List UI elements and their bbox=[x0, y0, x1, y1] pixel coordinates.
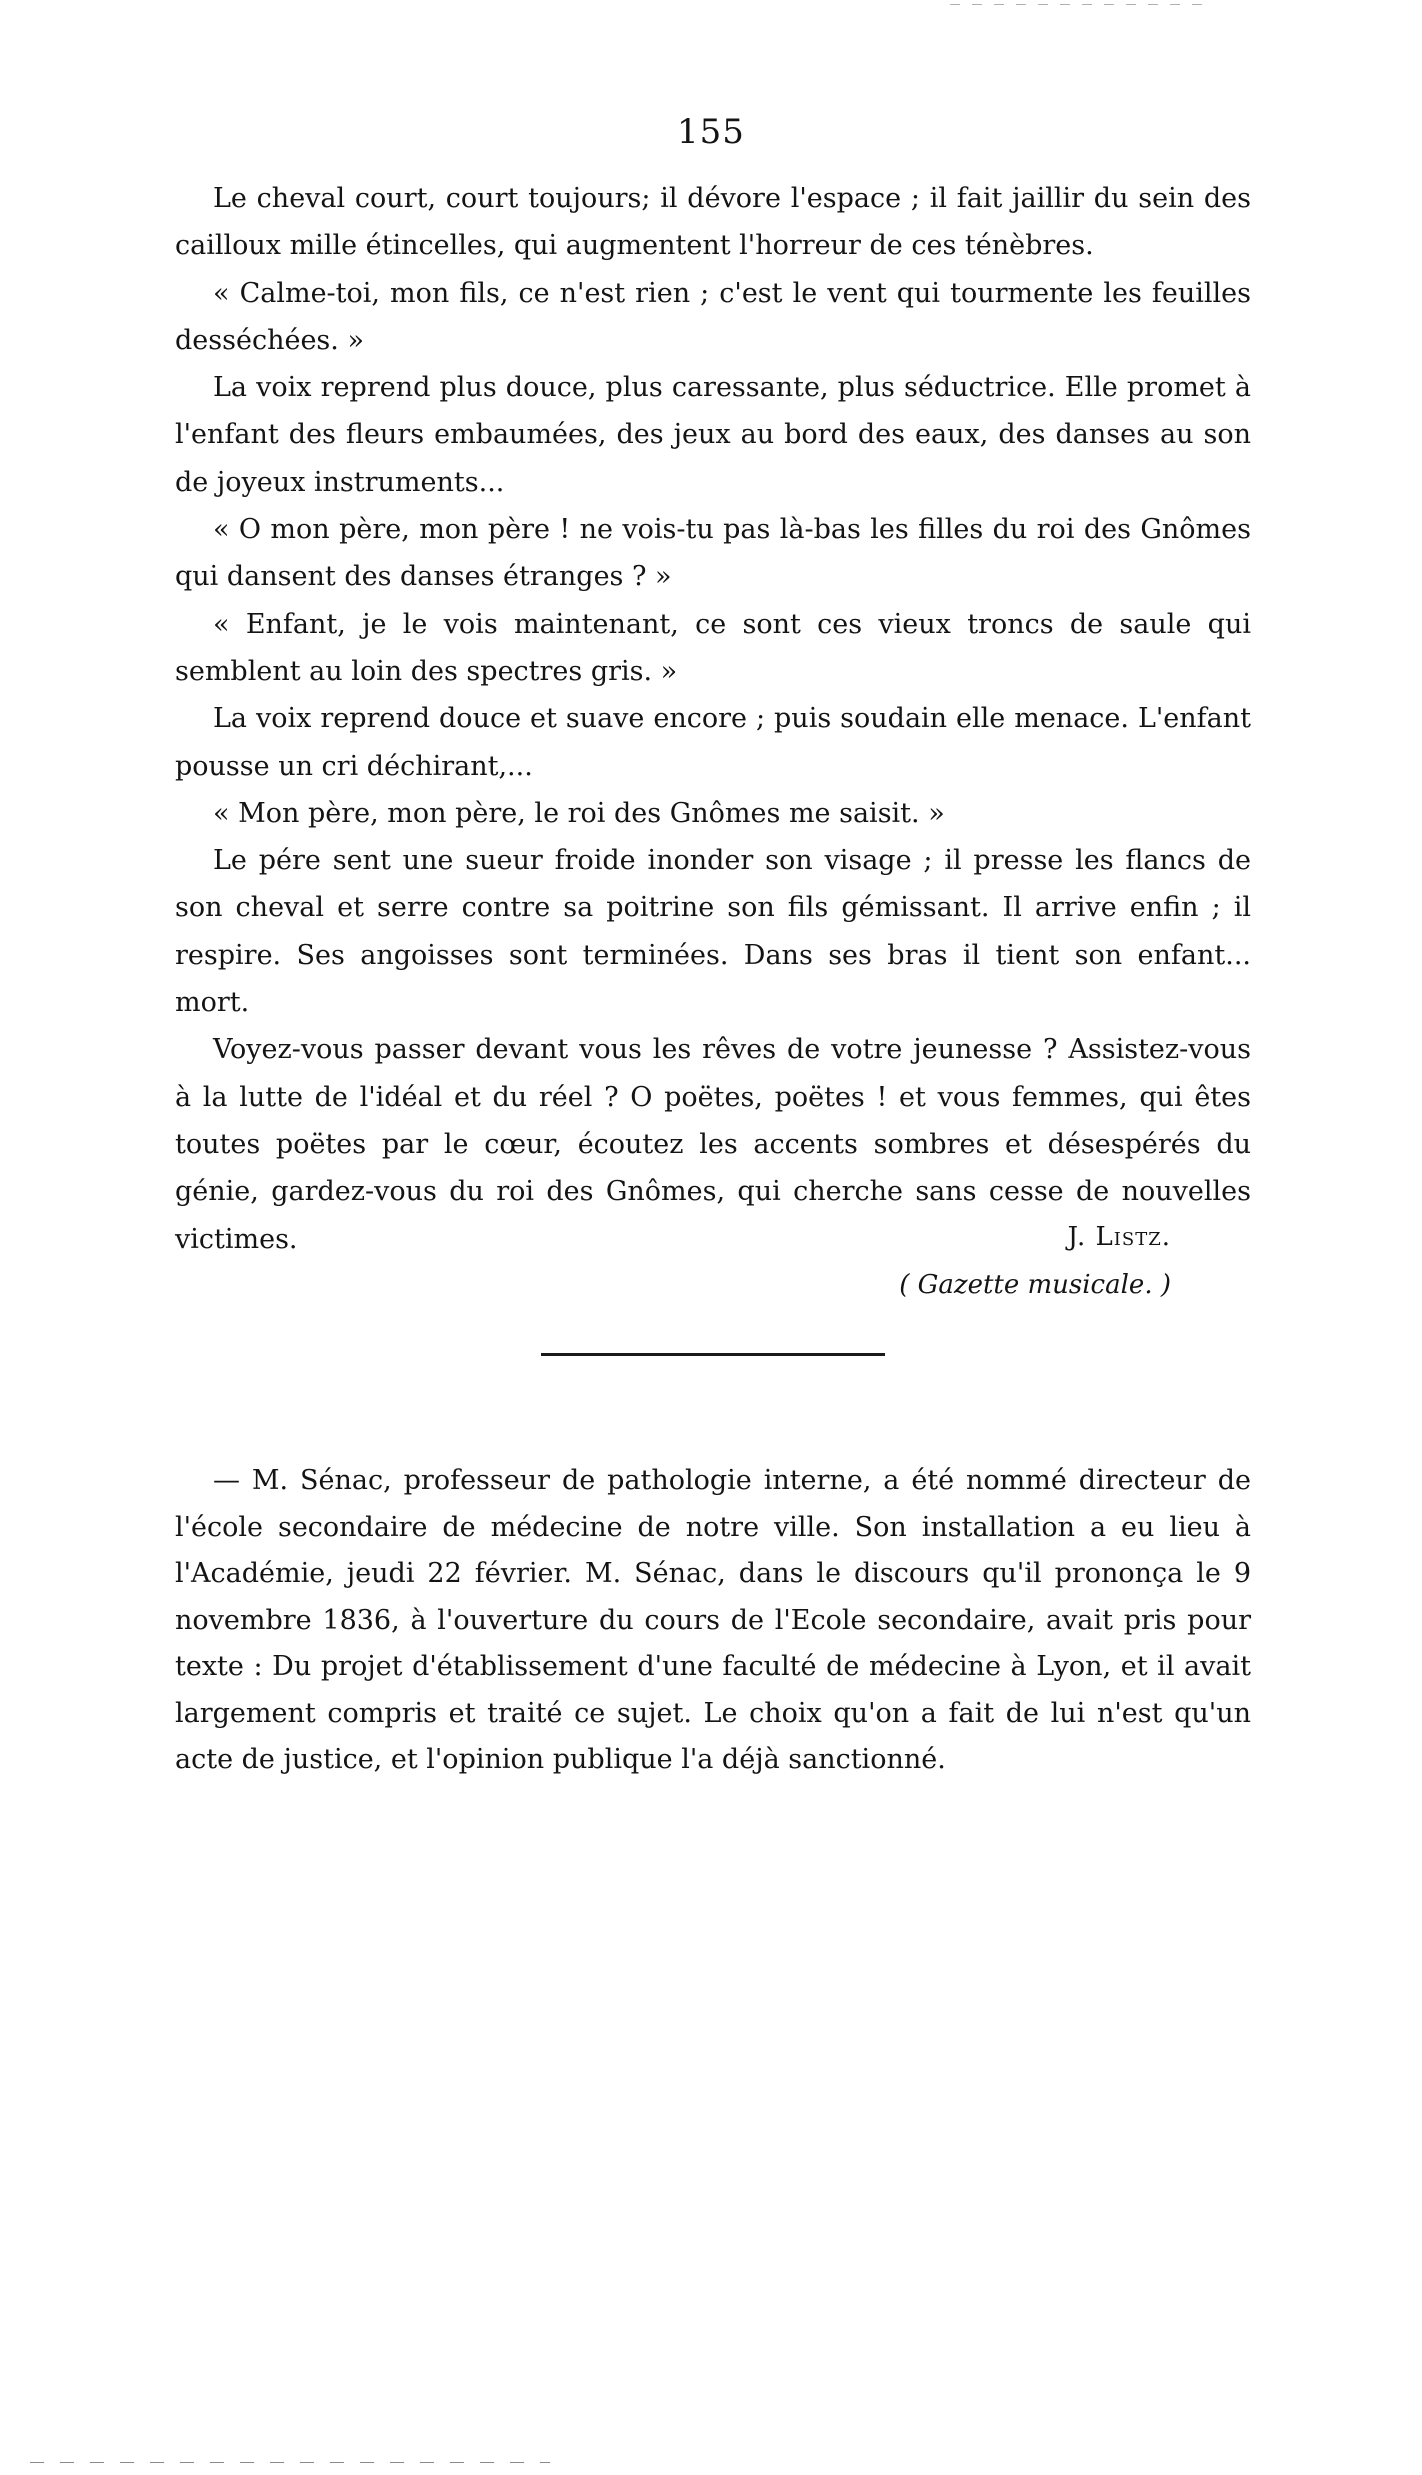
author-name: J. Listz. bbox=[1067, 1222, 1171, 1252]
author-signature bbox=[0, 1214, 1171, 1261]
paragraph: « Mon père, mon père, le roi des Gnômes me saisit. » bbox=[213, 797, 945, 829]
paragraph: « Enfant, je le vois maintenant, ce sont ces vieux troncs de saule qui semblent au loin des spectres gris. » bbox=[175, 608, 1251, 687]
paragraph: Le pére sent une sueur froide inonder son visage ; il presse les flancs de son cheval et serre contre sa poitrine son fils gémissant. Il arrive enfin ; il respire. Ses angoisses sont terminées. Dans ses bras il tient son enfant... mort. bbox=[175, 845, 1251, 1019]
paragraph: La voix reprend douce et suave encore ; puis soudain elle menace. L'enfant pousse un cri déchirant,... bbox=[175, 703, 1251, 782]
article-body bbox=[175, 175, 1251, 1263]
paragraph: Le cheval court, court toujours; il dévore l'espace ; il fait jaillir du sein des cailloux mille étincelles, qui augmentent l'horreur de ces ténèbres. bbox=[175, 183, 1251, 262]
section-divider bbox=[541, 1353, 885, 1356]
page-number: 155 bbox=[677, 112, 745, 152]
scan-edge-mark bbox=[950, 4, 1210, 5]
notice-body bbox=[175, 1458, 1251, 1784]
paragraph: « O mon père, mon père ! ne vois-tu pas là-bas les filles du roi des Gnômes qui dansent des danses étranges ? » bbox=[175, 514, 1251, 593]
paragraph: La voix reprend plus douce, plus caressante, plus séductrice. Elle promet à l'enfant des fleurs embaumées, des jeux au bord des eaux, des danses au son de joyeux instruments... bbox=[175, 372, 1251, 498]
paragraph: Voyez-vous passer devant vous les rêves de votre jeunesse ? Assistez-vous à la lutte de l'idéal et du réel ? O poëtes, poëtes ! et vous femmes, qui êtes toutes poëtes par le cœur, écoutez les accents sombres et désespérés du génie, gardez-vous du roi des Gnômes, qui cherche sans cesse de nouvelles victimes. bbox=[175, 1034, 1251, 1255]
scan-edge-mark bbox=[30, 2462, 550, 2463]
notice-paragraph: — M. Sénac, professeur de pathologie interne, a été nommé directeur de l'école secondaire de médecine de notre ville. Son installation a eu lieu à l'Académie, jeudi 22 février. M. Sénac, dans le discours qu'il prononça le 9 novembre 1836, à l'ouverture du cours de l'Ecole secondaire, avait pris pour texte : Du projet d'établissement d'une faculté de médecine à Lyon, et il avait largement compris et traité ce sujet. Le choix qu'on a fait de lui n'est qu'un acte de justice, et l'opinion publique l'a déjà sanctionné. bbox=[175, 1465, 1251, 1775]
source-citation: ( Gazette musicale. ) bbox=[899, 1270, 1171, 1300]
paragraph: « Calme-toi, mon fils, ce n'est rien ; c'est le vent qui tourmente les feuilles desséchées. » bbox=[175, 277, 1251, 356]
